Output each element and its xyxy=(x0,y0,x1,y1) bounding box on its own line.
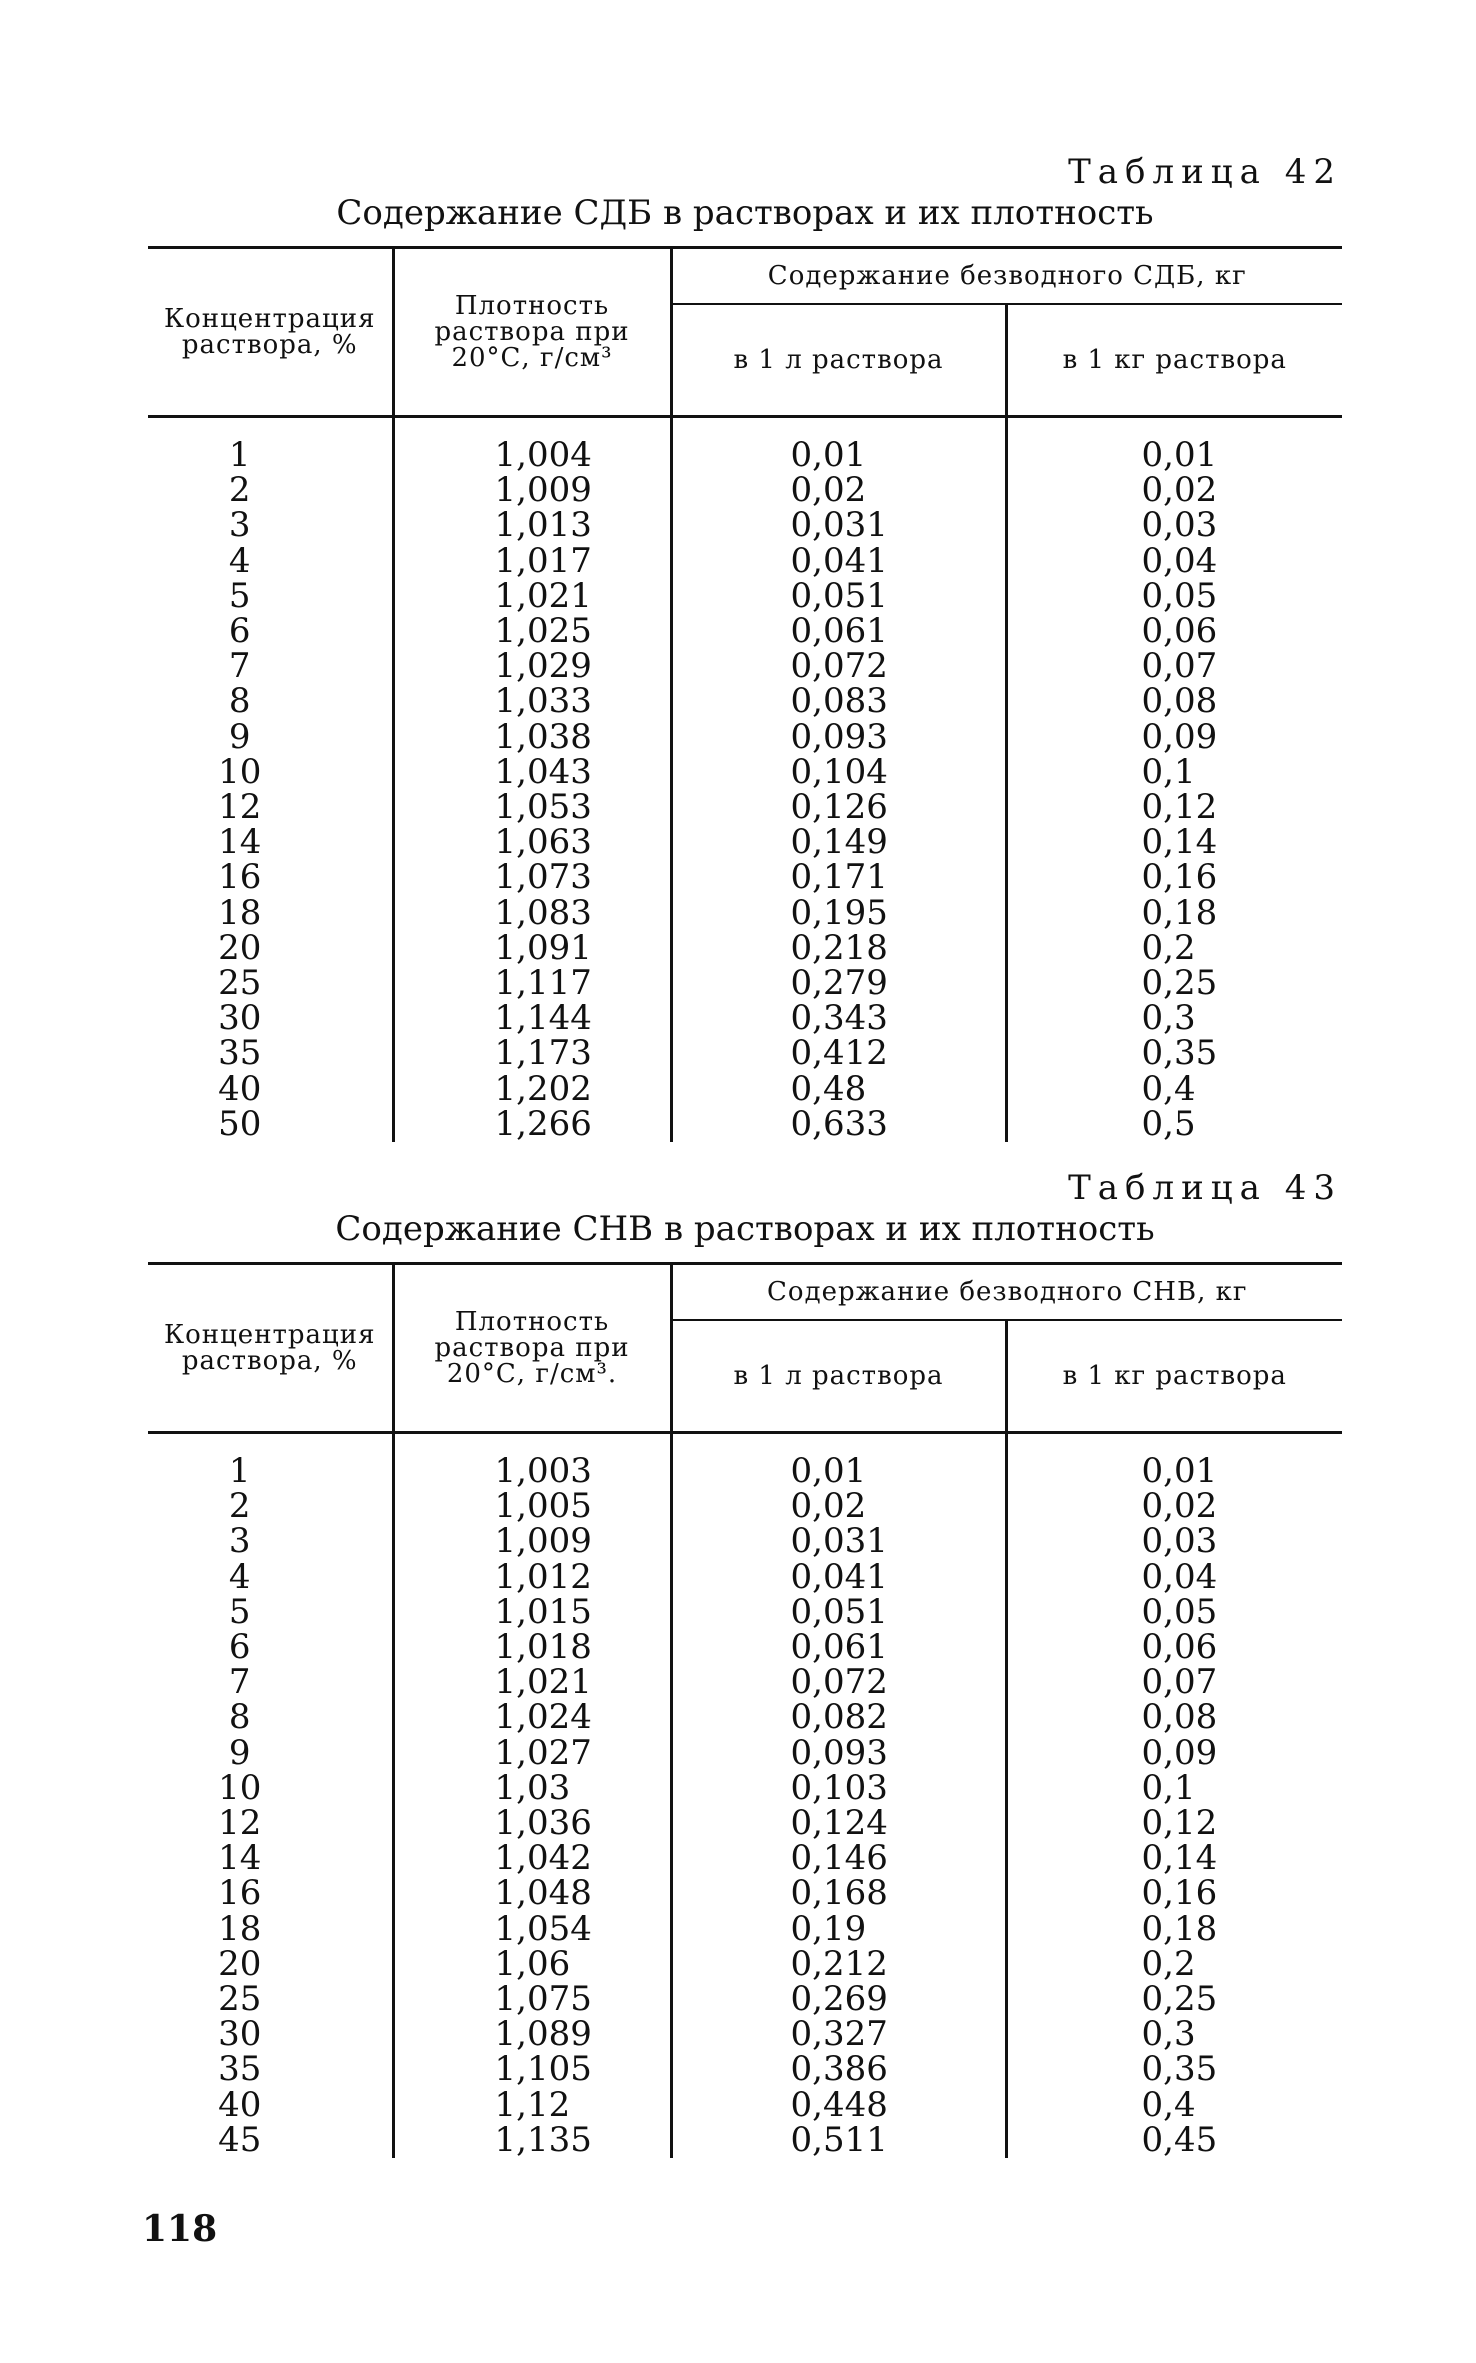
cell-density: 1,053 xyxy=(393,790,671,825)
cell-concentration: 12 xyxy=(218,1803,262,1844)
cell-concentration: 35 xyxy=(218,2049,262,2090)
table-row xyxy=(148,1072,1342,1107)
cell-per-liter: 0,19 xyxy=(671,1912,1006,1947)
cell-density: 1,075 xyxy=(393,1982,671,2017)
table-row xyxy=(148,966,1342,1001)
cell-concentration: 6 xyxy=(228,611,251,652)
cell-per-liter: 0,195 xyxy=(671,896,1006,931)
header-per-kg: в 1 кг раствора xyxy=(1006,304,1342,417)
cell-density: 1,036 xyxy=(393,1806,671,1841)
cell-density: 1,017 xyxy=(393,544,671,579)
cell-concentration: 8 xyxy=(228,681,251,722)
cell-concentration: 5 xyxy=(228,1591,251,1632)
cell-density: 1,018 xyxy=(393,1630,671,1665)
cell-concentration: 50 xyxy=(218,1103,262,1144)
cell-per-kg: 0,18 xyxy=(1006,896,1342,931)
table-row xyxy=(148,1560,1342,1595)
cell-density: 1,025 xyxy=(393,614,671,649)
cell-per-liter: 0,633 xyxy=(671,1107,1006,1142)
table-row xyxy=(148,544,1342,579)
cell-per-kg: 0,1 xyxy=(1006,755,1342,790)
cell-per-liter: 0,051 xyxy=(671,1595,1006,1630)
table-row xyxy=(148,1036,1342,1071)
table-row xyxy=(148,1665,1342,1700)
cell-per-liter: 0,072 xyxy=(671,1665,1006,1700)
cell-per-liter: 0,279 xyxy=(671,966,1006,1001)
header-per-liter: в 1 л раствора xyxy=(671,304,1006,417)
cell-per-liter: 0,343 xyxy=(671,1001,1006,1036)
cell-per-liter: 0,072 xyxy=(671,649,1006,684)
header-concentration: Концентрация раствора, % xyxy=(163,304,376,360)
cell-density: 1,009 xyxy=(393,1524,671,1559)
cell-per-kg: 0,35 xyxy=(1006,1036,1342,1071)
cell-per-liter: 0,093 xyxy=(671,720,1006,755)
cell-density: 1,173 xyxy=(393,1036,671,1071)
cell-per-liter: 0,093 xyxy=(671,1736,1006,1771)
header-density: Плотность раствора при 20°С, г/см³. xyxy=(393,1264,671,1433)
cell-per-kg: 0,12 xyxy=(1006,1806,1342,1841)
cell-per-liter: 0,083 xyxy=(671,684,1006,719)
cell-concentration: 9 xyxy=(228,1732,251,1773)
table-row xyxy=(148,1489,1342,1524)
cell-concentration: 4 xyxy=(228,1556,251,1597)
cell-per-liter: 0,269 xyxy=(671,1982,1006,2017)
data-table xyxy=(148,1262,1342,2158)
header-per-liter: в 1 л раствора xyxy=(671,1320,1006,1433)
table-number: Таблица 43 xyxy=(1068,1168,1342,1208)
cell-density: 1,005 xyxy=(393,1489,671,1524)
cell-density: 1,003 xyxy=(393,1433,671,1490)
cell-per-liter: 0,031 xyxy=(671,1524,1006,1559)
table-row xyxy=(148,1630,1342,1665)
table-row xyxy=(148,1524,1342,1559)
table-row xyxy=(148,1433,1342,1490)
cell-per-kg: 0,35 xyxy=(1006,2052,1342,2087)
cell-concentration: 2 xyxy=(228,470,251,511)
cell-per-liter: 0,041 xyxy=(671,544,1006,579)
table-row xyxy=(148,614,1342,649)
cell-density: 1,048 xyxy=(393,1876,671,1911)
cell-per-liter: 0,061 xyxy=(671,614,1006,649)
cell-concentration: 25 xyxy=(218,963,262,1004)
cell-per-kg: 0,07 xyxy=(1006,649,1342,684)
cell-per-liter: 0,02 xyxy=(671,1489,1006,1524)
cell-per-liter: 0,061 xyxy=(671,1630,1006,1665)
cell-per-kg: 0,4 xyxy=(1006,1072,1342,1107)
table-row xyxy=(148,1806,1342,1841)
cell-per-kg: 0,04 xyxy=(1006,544,1342,579)
cell-per-liter: 0,48 xyxy=(671,1072,1006,1107)
cell-concentration: 10 xyxy=(218,751,262,792)
cell-per-liter: 0,448 xyxy=(671,2088,1006,2123)
table-row xyxy=(148,1912,1342,1947)
table-title: Содержание СНВ в растворах и их плотность xyxy=(335,1209,1155,1249)
cell-concentration: 14 xyxy=(218,1838,262,1879)
cell-per-kg: 0,09 xyxy=(1006,1736,1342,1771)
table-row xyxy=(148,508,1342,543)
table-row xyxy=(148,1982,1342,2017)
cell-concentration: 40 xyxy=(218,2084,262,2125)
cell-per-kg: 0,04 xyxy=(1006,1560,1342,1595)
cell-concentration: 4 xyxy=(228,540,251,581)
cell-density: 1,043 xyxy=(393,755,671,790)
table-row xyxy=(148,1595,1342,1630)
cell-per-kg: 0,16 xyxy=(1006,860,1342,895)
cell-per-kg: 0,3 xyxy=(1006,2017,1342,2052)
cell-per-kg: 0,03 xyxy=(1006,1524,1342,1559)
table-row xyxy=(148,2017,1342,2052)
cell-density: 1,054 xyxy=(393,1912,671,1947)
cell-density: 1,021 xyxy=(393,1665,671,1700)
cell-per-kg: 0,5 xyxy=(1006,1107,1342,1142)
table-row xyxy=(148,931,1342,966)
cell-concentration: 18 xyxy=(218,1908,262,1949)
cell-concentration: 7 xyxy=(228,646,251,687)
table-row xyxy=(148,720,1342,755)
cell-per-liter: 0,104 xyxy=(671,755,1006,790)
header-group: Содержание безводного СДБ, кг xyxy=(671,248,1342,305)
cell-density: 1,021 xyxy=(393,579,671,614)
cell-per-kg: 0,25 xyxy=(1006,1982,1342,2017)
cell-per-liter: 0,031 xyxy=(671,508,1006,543)
table-body xyxy=(148,1433,1342,2159)
cell-density: 1,013 xyxy=(393,508,671,543)
cell-density: 1,009 xyxy=(393,473,671,508)
table-row xyxy=(148,1947,1342,1982)
cell-concentration: 20 xyxy=(218,1943,262,1984)
cell-density: 1,015 xyxy=(393,1595,671,1630)
cell-per-kg: 0,2 xyxy=(1006,1947,1342,1982)
cell-per-liter: 0,146 xyxy=(671,1841,1006,1876)
cell-per-liter: 0,168 xyxy=(671,1876,1006,1911)
cell-per-kg: 0,06 xyxy=(1006,1630,1342,1665)
header-group: Содержание безводного СНВ, кг xyxy=(671,1264,1342,1321)
cell-per-kg: 0,16 xyxy=(1006,1876,1342,1911)
cell-per-liter: 0,126 xyxy=(671,790,1006,825)
table-row xyxy=(148,2123,1342,2158)
cell-concentration: 8 xyxy=(228,1697,251,1738)
cell-concentration: 30 xyxy=(218,2014,262,2055)
cell-per-kg: 0,3 xyxy=(1006,1001,1342,1036)
table-row xyxy=(148,2088,1342,2123)
table-row xyxy=(148,684,1342,719)
table-43-block xyxy=(148,1168,1342,2158)
cell-per-kg: 0,14 xyxy=(1006,825,1342,860)
table-row xyxy=(148,1841,1342,1876)
cell-per-liter: 0,149 xyxy=(671,825,1006,860)
cell-density: 1,105 xyxy=(393,2052,671,2087)
cell-concentration: 25 xyxy=(218,1979,262,2020)
cell-per-kg: 0,09 xyxy=(1006,720,1342,755)
table-row xyxy=(148,1771,1342,1806)
cell-density: 1,027 xyxy=(393,1736,671,1771)
cell-per-kg: 0,01 xyxy=(1006,1433,1342,1490)
cell-density: 1,029 xyxy=(393,649,671,684)
cell-density: 1,042 xyxy=(393,1841,671,1876)
cell-density: 1,135 xyxy=(393,2123,671,2158)
table-row xyxy=(148,417,1342,474)
table-body xyxy=(148,417,1342,1143)
cell-per-liter: 0,386 xyxy=(671,2052,1006,2087)
cell-per-kg: 0,02 xyxy=(1006,473,1342,508)
cell-per-liter: 0,124 xyxy=(671,1806,1006,1841)
cell-per-kg: 0,45 xyxy=(1006,2123,1342,2158)
cell-concentration: 3 xyxy=(228,1521,251,1562)
cell-concentration: 1 xyxy=(228,435,251,475)
table-row xyxy=(148,1700,1342,1735)
cell-density: 1,12 xyxy=(393,2088,671,2123)
cell-per-kg: 0,05 xyxy=(1006,579,1342,614)
table-row xyxy=(148,649,1342,684)
cell-concentration: 14 xyxy=(218,822,262,863)
header-density: Плотность раствора при 20°С, г/см³ xyxy=(393,248,671,417)
cell-density: 1,073 xyxy=(393,860,671,895)
table-row xyxy=(148,579,1342,614)
cell-per-liter: 0,171 xyxy=(671,860,1006,895)
cell-concentration: 10 xyxy=(218,1767,262,1808)
cell-density: 1,03 xyxy=(393,1771,671,1806)
cell-concentration: 6 xyxy=(228,1627,251,1668)
cell-per-kg: 0,12 xyxy=(1006,790,1342,825)
cell-concentration: 16 xyxy=(218,1873,262,1914)
cell-per-kg: 0,03 xyxy=(1006,508,1342,543)
cell-density: 1,004 xyxy=(393,417,671,474)
cell-per-kg: 0,05 xyxy=(1006,1595,1342,1630)
cell-per-liter: 0,02 xyxy=(671,473,1006,508)
cell-per-liter: 0,218 xyxy=(671,931,1006,966)
cell-per-liter: 0,082 xyxy=(671,1700,1006,1735)
cell-per-kg: 0,08 xyxy=(1006,684,1342,719)
cell-density: 1,202 xyxy=(393,1072,671,1107)
table-row xyxy=(148,1876,1342,1911)
cell-per-kg: 0,07 xyxy=(1006,1665,1342,1700)
table-row xyxy=(148,896,1342,931)
cell-density: 1,06 xyxy=(393,1947,671,1982)
header-concentration: Концентрация раствора, % xyxy=(163,1320,376,1376)
cell-concentration: 1 xyxy=(228,1451,251,1491)
cell-per-kg: 0,14 xyxy=(1006,1841,1342,1876)
cell-concentration: 20 xyxy=(218,927,262,968)
table-42-block xyxy=(148,152,1342,1142)
cell-per-kg: 0,25 xyxy=(1006,966,1342,1001)
cell-density: 1,091 xyxy=(393,931,671,966)
cell-per-kg: 0,01 xyxy=(1006,417,1342,474)
cell-density: 1,038 xyxy=(393,720,671,755)
cell-per-liter: 0,212 xyxy=(671,1947,1006,1982)
cell-concentration: 5 xyxy=(228,575,251,616)
cell-density: 1,063 xyxy=(393,825,671,860)
cell-density: 1,089 xyxy=(393,2017,671,2052)
cell-concentration: 3 xyxy=(228,505,251,546)
table-number: Таблица 42 xyxy=(1068,152,1342,192)
cell-per-liter: 0,412 xyxy=(671,1036,1006,1071)
cell-density: 1,117 xyxy=(393,966,671,1001)
cell-per-liter: 0,041 xyxy=(671,1560,1006,1595)
cell-concentration: 12 xyxy=(218,787,262,828)
table-row xyxy=(148,1001,1342,1036)
cell-density: 1,266 xyxy=(393,1107,671,1142)
cell-per-liter: 0,051 xyxy=(671,579,1006,614)
cell-density: 1,024 xyxy=(393,1700,671,1735)
cell-concentration: 35 xyxy=(218,1033,262,1074)
cell-concentration: 30 xyxy=(218,998,262,1039)
table-row xyxy=(148,755,1342,790)
cell-concentration: 40 xyxy=(218,1068,262,1109)
cell-per-liter: 0,511 xyxy=(671,2123,1006,2158)
cell-density: 1,033 xyxy=(393,684,671,719)
cell-density: 1,144 xyxy=(393,1001,671,1036)
cell-concentration: 18 xyxy=(218,892,262,933)
cell-density: 1,012 xyxy=(393,1560,671,1595)
cell-concentration: 7 xyxy=(228,1662,251,1703)
cell-per-kg: 0,18 xyxy=(1006,1912,1342,1947)
cell-concentration: 2 xyxy=(228,1486,251,1527)
table-row xyxy=(148,790,1342,825)
cell-per-liter: 0,01 xyxy=(671,1433,1006,1490)
table-title: Содержание СДБ в растворах и их плотность xyxy=(336,193,1154,233)
cell-concentration: 9 xyxy=(228,716,251,757)
table-row xyxy=(148,2052,1342,2087)
table-row xyxy=(148,1736,1342,1771)
cell-per-liter: 0,327 xyxy=(671,2017,1006,2052)
cell-concentration: 16 xyxy=(218,857,262,898)
cell-per-kg: 0,2 xyxy=(1006,931,1342,966)
cell-per-kg: 0,06 xyxy=(1006,614,1342,649)
cell-density: 1,083 xyxy=(393,896,671,931)
cell-per-kg: 0,1 xyxy=(1006,1771,1342,1806)
data-table xyxy=(148,246,1342,1142)
table-row xyxy=(148,825,1342,860)
cell-per-liter: 0,01 xyxy=(671,417,1006,474)
page-number: 118 xyxy=(142,2208,218,2250)
cell-per-liter: 0,103 xyxy=(671,1771,1006,1806)
table-row xyxy=(148,473,1342,508)
table-row xyxy=(148,1107,1342,1142)
cell-per-kg: 0,4 xyxy=(1006,2088,1342,2123)
cell-concentration: 45 xyxy=(218,2119,262,2160)
header-per-kg: в 1 кг раствора xyxy=(1006,1320,1342,1433)
table-row xyxy=(148,860,1342,895)
cell-per-kg: 0,08 xyxy=(1006,1700,1342,1735)
cell-per-kg: 0,02 xyxy=(1006,1489,1342,1524)
